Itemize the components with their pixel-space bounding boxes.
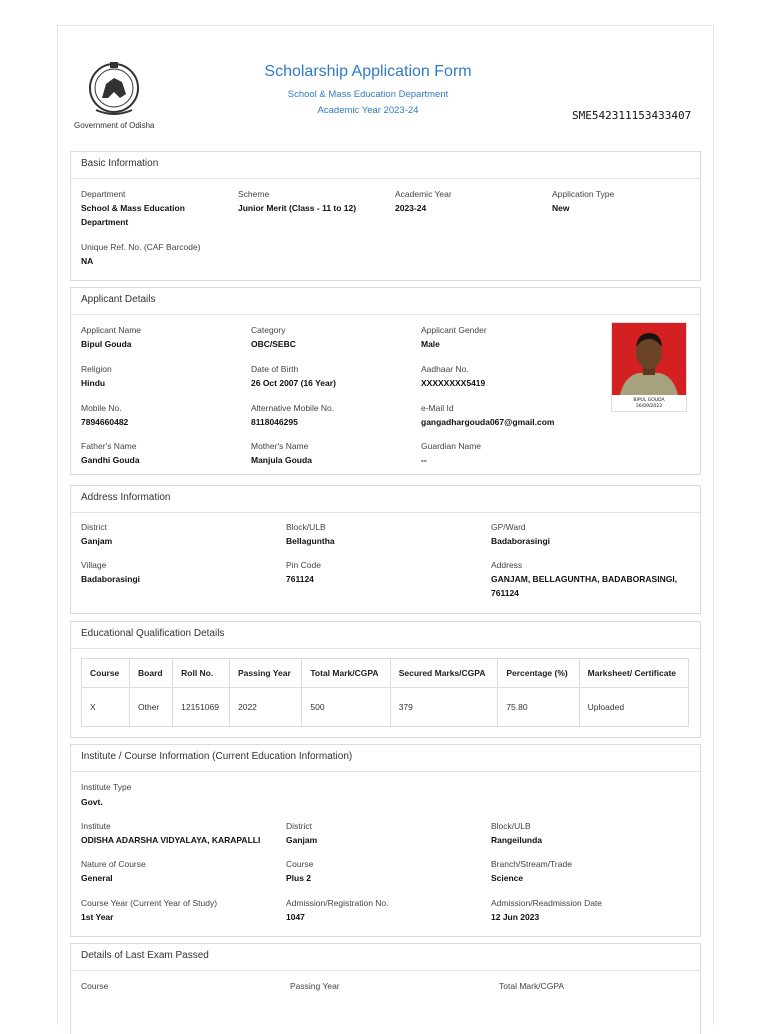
academic-year-subtitle: Academic Year 2023-24 — [317, 105, 419, 116]
nature-of-course-label: Nature of Course — [81, 859, 146, 869]
institute-type-label: Institute Type — [81, 782, 132, 792]
applicant-name-label: Applicant Name — [81, 325, 142, 335]
religion-value: Hindu — [81, 378, 106, 388]
table-cell: Other — [130, 688, 173, 727]
column-header: Total Mark/CGPA — [302, 659, 390, 688]
section-title: Basic Information — [81, 158, 159, 169]
institute-block-label: Block/ULB — [491, 821, 531, 831]
district-value: Ganjam — [81, 536, 113, 546]
last-exam-course-label: Course — [81, 981, 109, 991]
section-title: Details of Last Exam Passed — [81, 950, 209, 961]
religion-label: Religion — [81, 364, 112, 374]
application-barcode — [577, 69, 704, 105]
applicant-details-section — [70, 287, 701, 475]
emblem-caption: Government of Odisha — [74, 121, 155, 130]
course-year-value: 1st Year — [81, 912, 114, 922]
table-cell: 500 — [302, 688, 390, 727]
guardian-name-label: Guardian Name — [421, 441, 482, 451]
application-type-label: Application Type — [552, 189, 615, 199]
academic-year-label: Academic Year — [395, 189, 452, 199]
address-information-section — [70, 485, 701, 614]
institute-district-label: District — [286, 821, 312, 831]
gp-ward-value: Badaborasingi — [491, 536, 551, 546]
mother-name-label: Mother's Name — [251, 441, 309, 451]
academic-year-value: 2023-24 — [395, 203, 427, 213]
block-value: Bellaguntha — [286, 536, 335, 546]
aadhaar-value: XXXXXXXX5419 — [421, 378, 486, 388]
column-header: Roll No. — [173, 659, 230, 688]
department-value: School & Mass Education Department — [81, 203, 185, 227]
gender-value: Male — [421, 339, 440, 349]
address-value: GANJAM, BELLAGUNTHA, BADABORASINGI, 761124 — [491, 574, 678, 598]
department-label: Department — [81, 189, 126, 199]
table-cell: 75.80 — [498, 688, 579, 727]
table-header-row — [82, 659, 689, 688]
branch-value: Science — [491, 873, 524, 883]
admission-date-label: Admission/Readmission Date — [491, 898, 603, 908]
form-title: Scholarship Application Form — [264, 63, 472, 80]
district-label: District — [81, 522, 107, 532]
table-cell: 2022 — [229, 688, 301, 727]
section-title: Institute / Course Information (Current Education Information) — [81, 751, 353, 762]
scheme-value: Junior Merit (Class - 11 to 12) — [238, 203, 357, 213]
photo-caption-date: 26/09/2023 — [636, 404, 662, 409]
nature-of-course-value: General — [81, 873, 113, 883]
course-year-label: Course Year (Current Year of Study) — [81, 898, 218, 908]
email-value: gangadhargouda067@gmail.com — [421, 417, 555, 427]
section-title: Educational Qualification Details — [81, 628, 225, 639]
institute-label: Institute — [81, 821, 111, 831]
father-name-label: Father's Name — [81, 441, 137, 451]
table-cell: Uploaded — [579, 688, 688, 727]
application-type-value: New — [552, 203, 570, 213]
institute-type-value: Govt. — [81, 797, 103, 807]
course-value: Plus 2 — [286, 873, 312, 883]
gp-ward-label: GP/Ward — [491, 522, 526, 532]
column-header: Course — [82, 659, 130, 688]
pin-code-label: Pin Code — [286, 560, 321, 570]
column-header: Board — [130, 659, 173, 688]
section-title: Applicant Details — [81, 294, 156, 305]
applicant-name-value: Bipul Gouda — [81, 339, 132, 349]
basic-information-section — [70, 151, 701, 281]
photo-caption-name: BIPUL GOUDA — [633, 398, 665, 403]
last-exam-total-mark-label: Total Mark/CGPA — [499, 981, 565, 991]
table-cell: X — [82, 688, 130, 727]
institute-district-value: Ganjam — [286, 835, 318, 845]
aadhaar-label: Aadhaar No. — [421, 364, 469, 374]
unique-ref-label: Unique Ref. No. (CAF Barcode) — [81, 242, 201, 252]
alt-mobile-label: Alternative Mobile No. — [251, 403, 335, 413]
branch-label: Branch/Stream/Trade — [491, 859, 572, 869]
mobile-label: Mobile No. — [81, 403, 122, 413]
block-label: Block/ULB — [286, 522, 326, 532]
column-header: Percentage (%) — [498, 659, 579, 688]
qualification-table — [81, 658, 689, 727]
barcode-number: SME542311153433407 — [572, 109, 692, 122]
application-form-page — [57, 25, 714, 1025]
father-name-value: Gandhi Gouda — [81, 455, 140, 465]
admission-no-value: 1047 — [286, 912, 305, 922]
pin-code-value: 761124 — [286, 574, 314, 584]
section-title: Address Information — [81, 492, 171, 503]
admission-no-label: Admission/Registration No. — [286, 898, 389, 908]
educational-qualification-section — [70, 621, 701, 738]
last-exam-section — [70, 943, 701, 1034]
course-label: Course — [286, 859, 314, 869]
odisha-emblem — [84, 58, 144, 120]
category-value: OBC/SEBC — [251, 339, 296, 349]
table-cell: 379 — [390, 688, 498, 727]
institute-course-section — [70, 744, 701, 937]
dob-label: Date of Birth — [251, 364, 299, 374]
category-label: Category — [251, 325, 286, 335]
mother-name-value: Manjula Gouda — [251, 455, 312, 465]
column-header: Passing Year — [229, 659, 301, 688]
unique-ref-value: NA — [81, 256, 94, 266]
address-label: Address — [491, 560, 523, 570]
guardian-name-value: -- — [421, 455, 427, 465]
column-header: Secured Marks/CGPA — [390, 659, 498, 688]
table-row — [82, 688, 689, 727]
table-cell: 12151069 — [173, 688, 230, 727]
applicant-photo — [611, 322, 687, 412]
dob-value: 26 Oct 2007 (16 Year) — [251, 378, 336, 388]
village-label: Village — [81, 560, 107, 570]
village-value: Badaborasingi — [81, 574, 141, 584]
column-header: Marksheet/ Certificate — [579, 659, 688, 688]
email-label: e-Mail Id — [421, 403, 454, 413]
scheme-label: Scheme — [238, 189, 270, 199]
gender-label: Applicant Gender — [421, 325, 487, 335]
mobile-value: 7894660482 — [81, 417, 129, 427]
last-exam-passing-year-label: Passing Year — [290, 981, 340, 991]
institute-block-value: Rangeilunda — [491, 835, 543, 845]
department-subtitle: School & Mass Education Department — [287, 89, 449, 100]
admission-date-value: 12 Jun 2023 — [491, 912, 540, 922]
alt-mobile-value: 8118046295 — [251, 417, 298, 427]
institute-value: ODISHA ADARSHA VIDYALAYA, KARAPALLI — [81, 835, 261, 845]
